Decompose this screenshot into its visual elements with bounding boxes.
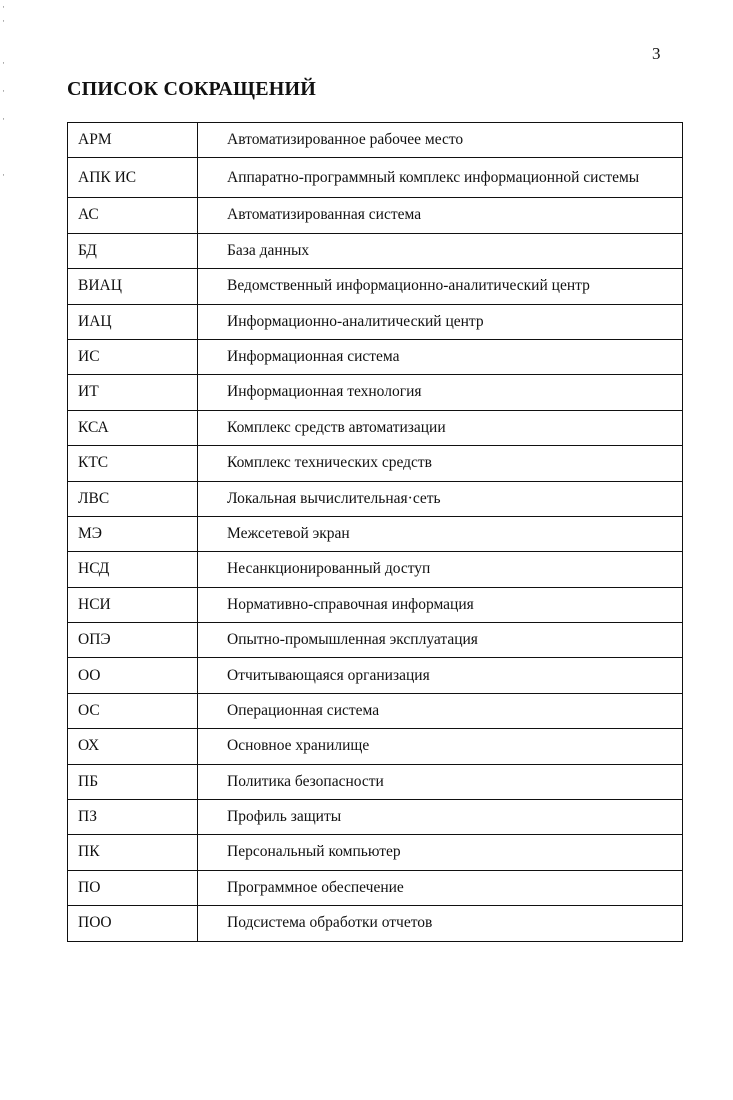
abbreviation-definition: Межсетевой экран [198, 516, 683, 551]
scan-margin-marks: · · · · · · [2, 2, 5, 180]
abbreviation-term: АПК ИС [68, 158, 198, 198]
abbreviation-definition: Подсистема обработки отчетов [198, 906, 683, 941]
table-row [68, 729, 683, 764]
abbreviation-term: ВИАЦ [68, 269, 198, 304]
table-row [68, 446, 683, 481]
abbreviation-term: ИАЦ [68, 304, 198, 339]
abbreviation-term: ПБ [68, 764, 198, 799]
abbreviation-definition: Комплекс средств автоматизации [198, 410, 683, 445]
table-row [68, 375, 683, 410]
table-row [68, 123, 683, 158]
abbreviation-definition: Операционная система [198, 693, 683, 728]
page-title: СПИСОК СОКРАЩЕНИЙ [67, 78, 317, 100]
abbreviation-term: ПО [68, 870, 198, 905]
abbreviation-term: ИС [68, 339, 198, 374]
table-row [68, 658, 683, 693]
abbreviation-term: НСИ [68, 587, 198, 622]
abbreviation-term: МЭ [68, 516, 198, 551]
abbreviation-term: ОО [68, 658, 198, 693]
abbreviation-definition: Ведомственный информационно-аналитический центр [198, 269, 683, 304]
abbreviation-term: ЛВС [68, 481, 198, 516]
abbreviation-definition: Локальная вычислительная·сеть [198, 481, 683, 516]
abbreviation-definition: База данных [198, 233, 683, 268]
abbreviation-term: ОС [68, 693, 198, 728]
abbreviation-definition: Политика безопасности [198, 764, 683, 799]
abbreviation-term: КТС [68, 446, 198, 481]
abbreviation-term: ПОО [68, 906, 198, 941]
abbreviation-term: ОХ [68, 729, 198, 764]
table-row [68, 587, 683, 622]
abbreviation-definition: Информационная технология [198, 375, 683, 410]
abbreviation-definition: Нормативно-справочная информация [198, 587, 683, 622]
table-row [68, 516, 683, 551]
abbreviation-definition: Профиль защиты [198, 800, 683, 835]
table-row [68, 552, 683, 587]
abbreviation-definition: Отчитывающаяся организация [198, 658, 683, 693]
abbreviation-term: ОПЭ [68, 623, 198, 658]
abbreviation-definition: Аппаратно-программный комплекс информационной системы [198, 158, 683, 198]
abbreviation-term: ПК [68, 835, 198, 870]
table-row [68, 835, 683, 870]
abbreviation-definition: Комплекс технических средств [198, 446, 683, 481]
table-row [68, 339, 683, 374]
abbreviation-term: ПЗ [68, 800, 198, 835]
table-row [68, 623, 683, 658]
table-row [68, 304, 683, 339]
abbreviation-term: АРМ [68, 123, 198, 158]
abbreviation-term: НСД [68, 552, 198, 587]
abbreviation-definition: Персональный компьютер [198, 835, 683, 870]
table-row [68, 158, 683, 198]
abbreviation-term: КСА [68, 410, 198, 445]
table-row [68, 906, 683, 941]
table-row [68, 269, 683, 304]
page-number: 3 [652, 44, 661, 63]
abbreviation-definition: Основное хранилище [198, 729, 683, 764]
table-row [68, 870, 683, 905]
table-row [68, 764, 683, 799]
table-row [68, 800, 683, 835]
abbreviation-definition: Программное обеспечение [198, 870, 683, 905]
table-row [68, 233, 683, 268]
table-row [68, 198, 683, 233]
table-row [68, 410, 683, 445]
abbreviation-definition: Информационно-аналитический центр [198, 304, 683, 339]
abbreviation-term: АС [68, 198, 198, 233]
abbreviation-definition: Несанкционированный доступ [198, 552, 683, 587]
abbreviation-definition: Информационная система [198, 339, 683, 374]
abbreviation-definition: Автоматизированная система [198, 198, 683, 233]
abbreviation-definition: Опытно-промышленная эксплуатация [198, 623, 683, 658]
abbreviation-term: ИТ [68, 375, 198, 410]
table-row [68, 481, 683, 516]
table-row [68, 693, 683, 728]
abbreviations-table [67, 122, 683, 942]
abbreviation-term: БД [68, 233, 198, 268]
abbreviation-definition: Автоматизированное рабочее место [198, 123, 683, 158]
